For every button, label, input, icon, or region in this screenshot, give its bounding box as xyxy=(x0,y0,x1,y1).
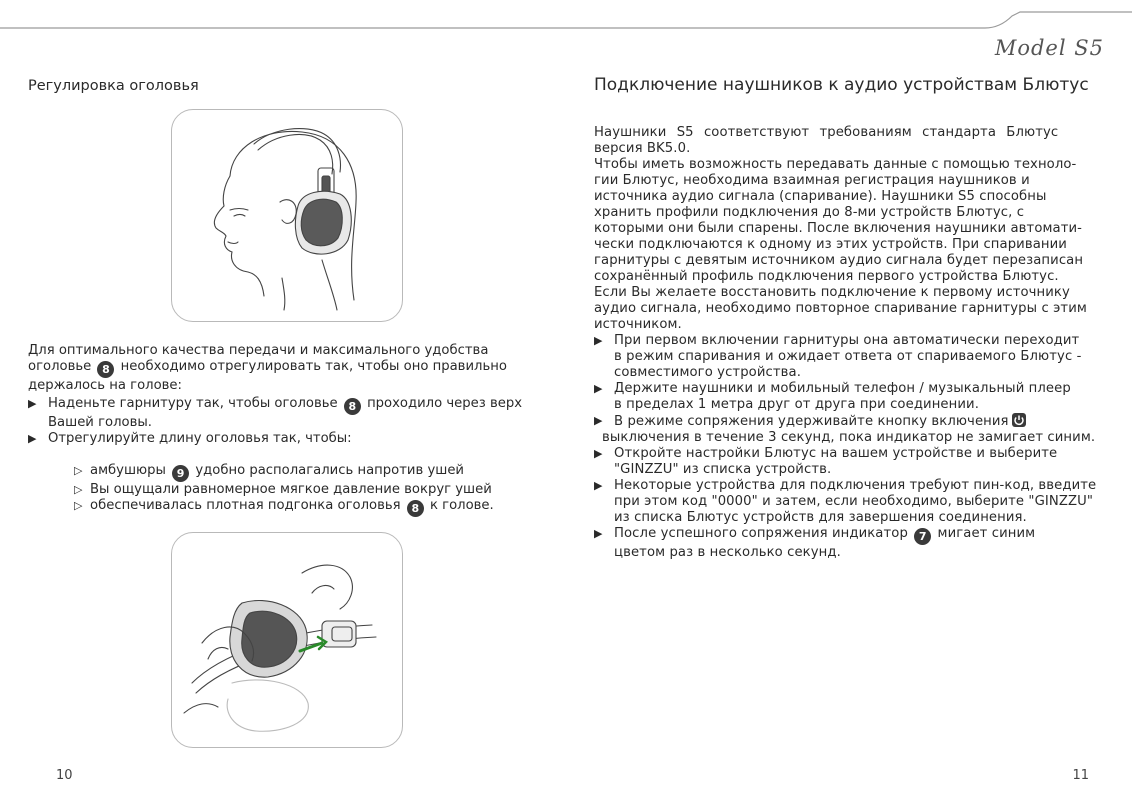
intro-line-2b: необходимо отрегулировать так, чтобы оно правильно xyxy=(120,359,507,374)
sub-item-3 xyxy=(74,498,554,517)
bullet-line-text: В режиме сопряжения удерживайте кнопку включения xyxy=(614,414,1009,429)
para-line: источником. xyxy=(594,317,682,332)
left-heading: Регулировка оголовья xyxy=(28,78,199,94)
para-line: сохранённый профиль подключения первого устройства Блютус. xyxy=(594,269,1059,284)
right-bullet-1 xyxy=(594,333,1120,381)
bullet-line: цветом раз в несколько секунд. xyxy=(614,545,841,560)
para-line: Если Вы желаете восстановить подключение к первому источнику xyxy=(594,285,1070,300)
bullet-line xyxy=(614,413,1120,430)
sub-item-1-text-b: удобно располагались напротив ушей xyxy=(195,463,464,478)
number-badge-7: 7 xyxy=(914,528,931,545)
intro-line-1: Для оптимального качества передачи и максимального удобства xyxy=(28,343,489,358)
number-badge-8: 8 xyxy=(407,500,424,517)
triangle-icon: ▷ xyxy=(74,483,83,496)
para-line: Чтобы иметь возможность передавать данные с помощью техноло- xyxy=(594,157,1077,172)
bullet-arrow-icon: ▶ xyxy=(594,479,603,492)
number-badge-8: 8 xyxy=(97,361,114,378)
right-body xyxy=(594,125,1120,561)
para-line: чески подключаются к одному из этих устройств. При спаривании xyxy=(594,237,1067,252)
para-line: которыми они были спарены. После включения наушники автомати- xyxy=(594,221,1083,236)
bullet-line: в пределах 1 метра друг от друга при соединении. xyxy=(614,397,979,412)
para-line: гии Блютус, необходима взаимная регистрация наушников и xyxy=(594,173,1030,188)
bullet-line: Откройте настройки Блютус на вашем устройстве и выберите xyxy=(614,446,1058,461)
bullet-arrow-icon: ▶ xyxy=(594,414,603,427)
sub-item-1 xyxy=(74,463,554,482)
bullet-1 xyxy=(28,396,548,431)
sub-item-2-text: Вы ощущали равномерное мягкое давление вокруг ушей xyxy=(90,482,492,497)
sub-item-3-text-b: к голове. xyxy=(429,498,494,513)
para-line: источника аудио сигнала (спаривание). Наушники S5 способны xyxy=(594,189,1047,204)
para-line: аудио сигнала, необходимо повторное спаривание гарнитуры с этим xyxy=(594,301,1087,316)
triangle-icon: ▷ xyxy=(74,499,83,512)
bullet-line-text: После успешного сопряжения индикатор xyxy=(614,526,908,541)
bullet-line: Некоторые устройства для подключения требуют пин-код, введите xyxy=(614,478,1097,493)
para-line: Наушники S5 соответствуют требованиям стандарта Блютус xyxy=(594,125,1059,140)
right-bullet-4 xyxy=(594,446,1120,478)
bullet-line: в режим спаривания и ожидает ответа от спариваемого Блютус - xyxy=(614,349,1082,364)
intro-line-3: держалось на голове: xyxy=(28,378,182,393)
intro-line-2 xyxy=(28,359,548,378)
right-bullet-2 xyxy=(594,381,1120,413)
adjustment-illustration xyxy=(171,532,403,748)
bullet-arrow-icon: ▶ xyxy=(28,397,37,410)
bullet-arrow-icon: ▶ xyxy=(594,527,603,540)
left-intro xyxy=(28,343,548,447)
bullet-line: из списка Блютус устройств для завершения соединения. xyxy=(614,510,1027,525)
bullet-line: "GINZZU" из списка устройств. xyxy=(614,462,832,477)
right-bullet-6 xyxy=(594,526,1120,561)
bullet-arrow-icon: ▶ xyxy=(594,382,603,395)
power-button-icon xyxy=(1012,413,1026,427)
bullet-arrow-icon: ▶ xyxy=(594,334,603,347)
para-line: гарнитуры с девятым источником аудио сигнала будет перезаписан xyxy=(594,253,1084,268)
right-bullet-3 xyxy=(594,413,1120,446)
right-heading: Подключение наушников к аудио устройствам Блютус xyxy=(594,75,1089,95)
bullet-2 xyxy=(28,431,548,447)
number-badge-8: 8 xyxy=(344,398,361,415)
bullet-arrow-icon: ▶ xyxy=(594,447,603,460)
intro-line-2a: оголовье xyxy=(28,359,92,374)
headband-illustration xyxy=(171,109,403,322)
bullet-line: совместимого устройства. xyxy=(614,365,801,380)
sub-item-2 xyxy=(74,482,554,498)
para-line: версия BK5.0. xyxy=(594,141,691,156)
header-rule xyxy=(0,0,1132,40)
head-with-headphones-drawing xyxy=(172,110,402,321)
number-badge-9: 9 xyxy=(172,465,189,482)
bullet-line xyxy=(614,526,1120,545)
model-label: Model S5 xyxy=(994,36,1104,60)
sub-list xyxy=(74,463,554,517)
para-line: хранить профили подключения до 8-ми устройств Блютус, с xyxy=(594,205,1025,220)
page-number-left: 10 xyxy=(56,768,73,783)
bullet-line: выключения в течение 3 секунд, пока индикатор не замигает синим. xyxy=(602,430,1096,445)
bullet-line-text-b: мигает синим xyxy=(937,526,1036,541)
bullet-arrow-icon: ▶ xyxy=(28,432,37,445)
bullet-2-text: Отрегулируйте длину оголовья так, чтобы: xyxy=(48,431,352,446)
bullet-1-text: Наденьте гарнитуру так, чтобы оголовье xyxy=(48,396,338,411)
triangle-icon: ▷ xyxy=(74,464,83,477)
sub-item-3-text: обеспечивалась плотная подгонка оголовья xyxy=(90,498,401,513)
sub-item-1-text: амбушюры xyxy=(90,463,166,478)
page-number-right: 11 xyxy=(1072,768,1089,783)
bullet-line: При первом включении гарнитуры она автоматически переходит xyxy=(614,333,1080,348)
bullet-line: Держите наушники и мобильный телефон / музыкальный плеер xyxy=(614,381,1071,396)
hands-adjusting-headband-drawing xyxy=(172,533,402,747)
bullet-line: при этом код "0000" и затем, если необходимо, выберите "GINZZU" xyxy=(614,494,1094,509)
right-bullet-5 xyxy=(594,478,1120,526)
bullet-1-text-b: проходило через верх xyxy=(367,396,523,411)
bullet-1-line2: Вашей головы. xyxy=(48,415,152,430)
